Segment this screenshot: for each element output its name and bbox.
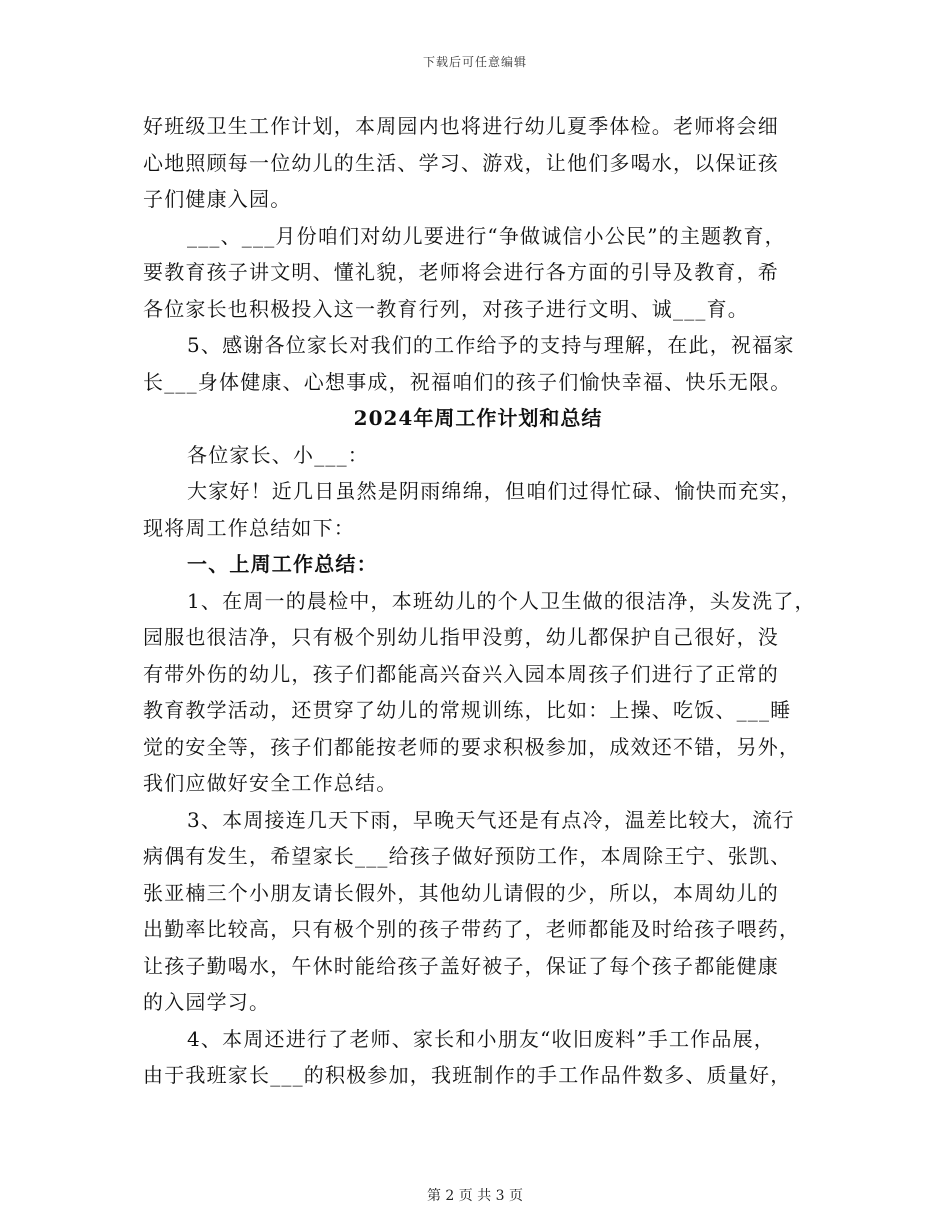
body-line: ___、___月份咱们对幼儿要进行“争做诚信小公民”的主题教育， [187,223,786,248]
body-line: 心地照顾每一位幼儿的生活、学习、游戏，让他们多喝水，以保证孩 [143,150,779,175]
salutation: 各位家长、小___： [187,442,369,467]
subsection-heading: 一、上周工作总结： [187,552,378,576]
body-line: 由于我班家长___的积极参加，我班制作的手工作品件数多、质量好， [143,1063,792,1087]
body-line: 觉的安全等，孩子们都能按老师的要求积极参加，成效还不错，另外， [143,734,801,759]
body-line: 子们健康入园。 [143,187,292,211]
body-line: 我们应做好安全工作总结。 [143,771,398,795]
body-line: 让孩子勤喝水，午休时能给孩子盖好被子，保证了每个孩子都能健康 [143,953,779,978]
body-line: 好班级卫生工作计划，本周园内也将进行幼儿夏季体检。老师将会细 [143,114,779,138]
body-line: 张亚楠三个小朋友请长假外，其他幼儿请假的少，所以，本周幼儿的 [143,880,779,905]
body-line: 各位家长也积极投入这一教育行列，对孩子进行文明、诚___育。 [143,296,749,321]
body-line: 现将周工作总结如下： [143,515,355,540]
document-body [143,108,816,1094]
body-line: 的入园学习。 [143,990,271,1014]
section-title: 2024年周工作计划和总结 [353,406,603,430]
body-line: 出勤率比较高，只有极个别的孩子带药了，老师都能及时给孩子喂药， [143,917,801,941]
body-line: 教育教学活动，还贯穿了幼儿的常规训练，比如：上操、吃饭、___睡 [143,698,792,722]
body-line: 1、在周一的晨检中，本班幼儿的个人卫生做的很洁净，头发洗了， [187,588,816,613]
body-line: 3、本周接连几天下雨，早晚天气还是有点冷，温差比较大，流行 [187,807,795,832]
body-line: 长___身体健康、心想事成，祝福咱们的孩子们愉快幸福、快乐无限。 [143,369,792,394]
page-number: 第 2 页 共 3 页 [426,1188,524,1204]
body-line: 5、感谢各位家长对我们的工作给予的支持与理解，在此，祝福家 [187,333,795,357]
body-line: 4、本周还进行了老师、家长和小朋友“收旧废料”手工作品展， [187,1026,775,1051]
page-header: 下载后可任意编辑 [422,55,527,69]
body-line: 园服也很洁净，只有极个别幼儿指甲没剪，幼儿都保护自己很好，没 [143,625,779,649]
body-line: 大家好！近几日虽然是阴雨绵绵，但咱们过得忙碌、愉快而充实， [187,479,802,503]
body-line: 有带外伤的幼儿，孩子们都能高兴奋兴入园本周孩子们进行了正常的 [143,661,779,686]
body-line: 要教育孩子讲文明、懂礼貌，老师将会进行各方面的引导及教育，希 [143,260,779,284]
body-line: 病偶有发生，希望家长___给孩子做好预防工作，本周除王宁、张凯、 [143,844,792,868]
